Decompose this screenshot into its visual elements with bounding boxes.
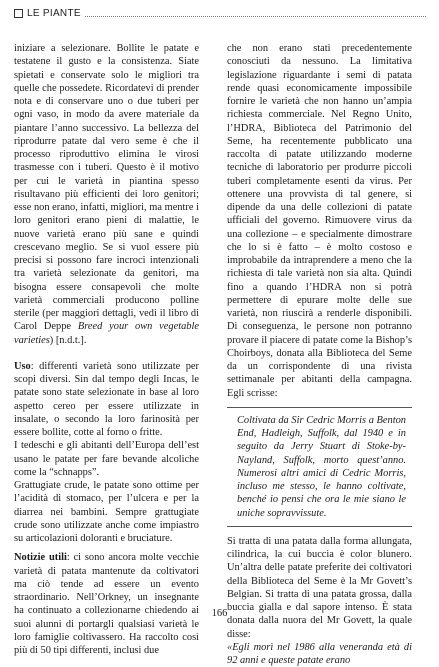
page-number: 166 bbox=[211, 608, 228, 619]
running-header bbox=[14, 5, 426, 21]
left-column bbox=[14, 42, 199, 657]
notizie-text: : ci sono ancora molte vecchie varietà di patata mantenute da coltivatori ma ciò tende ad essere un evento straordinario. Nell’Orkney, un insegnante ha continuato a collezionarne chiedendo ai suoi alunni di portargli qualsiasi varietà le loro famiglie coltivassero. Ha raccolto così più di 50 tipi differenti, inclusi due bbox=[14, 552, 200, 656]
left-paragraph-1 bbox=[14, 42, 199, 347]
block-quote: Coltivata da Sir Cedric Morris a Benton End, Hadleigh, Suffolk, dal 1940 e in seguito da Jerry Stuart di Stoke-by-Nayland, Suffolk, morto quest’anno. Numerosi altri amici di Cedric Morris, incluso me stesso, le hanno coltivate, benché io pensi che ora le mie siano le uniche sopravvissute. bbox=[227, 407, 412, 527]
right-paragraph-1: che non erano stati precedentemente conosciuti da nessuno. La limitativa legislazione riguardante i semi di patata rende quasi economicamente impossibile fornire le varietà che non hanno un’ampia richiesta commerciale. Nel Regno Unito, l’HDRA, Biblioteca del Patrimonio del Seme, ha recentemente pubblicato una raccolta di patate utilizzando moderne tecniche di laboratorio per produrre piccoli tuberi completamente esenti da virus. Per ottenere una provvista di tal genere, si dipende da una delle collezioni di patate ufficiali del governo. Rimuovere virus da una collezione – e specialmente dimostrare che lo si è fatto – è molto costoso e improbabile da intraprendere a meno che la richiesta di tale varietà non sia alta. Quindi fino a quando l’HDRA non si potrà permettere di epurare molte delle sue varietà, non riuscirà a renderle disponibili. Di conseguenza, le persone non potranno provare il piacere di patate come la Bishop’s Choirboys, donata alla Biblioteca del Seme da un corrispondente di una rivista settimanale per abitanti della campagna. Egli scrisse: bbox=[227, 43, 412, 399]
uso-label: Uso bbox=[14, 360, 31, 372]
uso-paragraph bbox=[14, 360, 199, 440]
left-paragraph-1-end: ) [n.d.t.]. bbox=[49, 334, 87, 346]
right-paragraph-2: Si tratta di una patata dalla forma allungata, cilindrica, la cui buccia è color blunero. Un’altra delle patate preferite dei coltivatori della Biblioteca del Seme è la Mr Govett’s Belgian. Si tratta di una patata grossa, dalla buccia gialla e dal sapore intenso. È stata donata dalla nuora del Mr Govett, la quale disse: bbox=[227, 535, 412, 640]
left-paragraph-3: I tedeschi e gli abitanti dell’Europa dell’est usano le patate per fare bevande alcoliche come la “schnapps”. bbox=[14, 440, 199, 478]
right-column bbox=[227, 42, 412, 667]
right-paragraph-3: «Egli morì nel 1986 alla veneranda età di 92 anni e queste patate erano bbox=[227, 641, 412, 666]
header-title: LE PIANTE bbox=[27, 7, 81, 19]
left-paragraph-1-text: iniziare a selezionare. Bollite le patate e testatene il gusto e la consistenza. Siate spietati e conservate solo le migliori tra quelle che possedete. Ricordatevi di prender nota e di conservare uno o due tuberi per ogni vaso, in modo da avere materiale da piantare l’anno successivo. La bellezza del riprodurre patate dal vero seme è che il processo riproduttivo elimina le virosi trasmesse con i tuberi. Questo è il motivo per cui le varietà in piantina spesso risultavano più efficienti dei loro genitori; esse non erano, infatti, migliori, ma mentre i loro genitori erano pieni di malattie, le nuove varietà erano più sane e quindi crescevano meglio. Se si vuol essere più precisi si possono fare incroci intenzionali tra varietà selezionate da genitori, ma bisogna essere consapevoli che molte varietà commerciali producono polline sterile (per maggiori dettagli, vedi il libro di Carol Deppe bbox=[14, 43, 199, 333]
notizie-label: Notizie utili bbox=[14, 552, 67, 564]
header-square-icon bbox=[14, 9, 23, 18]
book-title: Breed your own vegetable varieties bbox=[14, 321, 199, 346]
left-paragraph-4: Grattugiate crude, le patate sono ottime per l’acidità di stomaco, per l’ulcera e per la diarrea nei bambini. Sempre grattugiate crude sono utilizzate anche come impiastro su articolazioni doloranti e bruciature. bbox=[14, 480, 199, 544]
uso-text: : differenti varietà sono utilizzate per scopi diversi. Sin dal tempo degli Incas, le patate sono state selezionate in base al loro aspetto cereo per essere utilizzate in insalate, o secondo la loro farinosità per essere bollite, cotte al forno o fritte. bbox=[14, 360, 199, 438]
header-dotted-rule bbox=[85, 16, 426, 17]
notizie-paragraph bbox=[14, 551, 199, 657]
